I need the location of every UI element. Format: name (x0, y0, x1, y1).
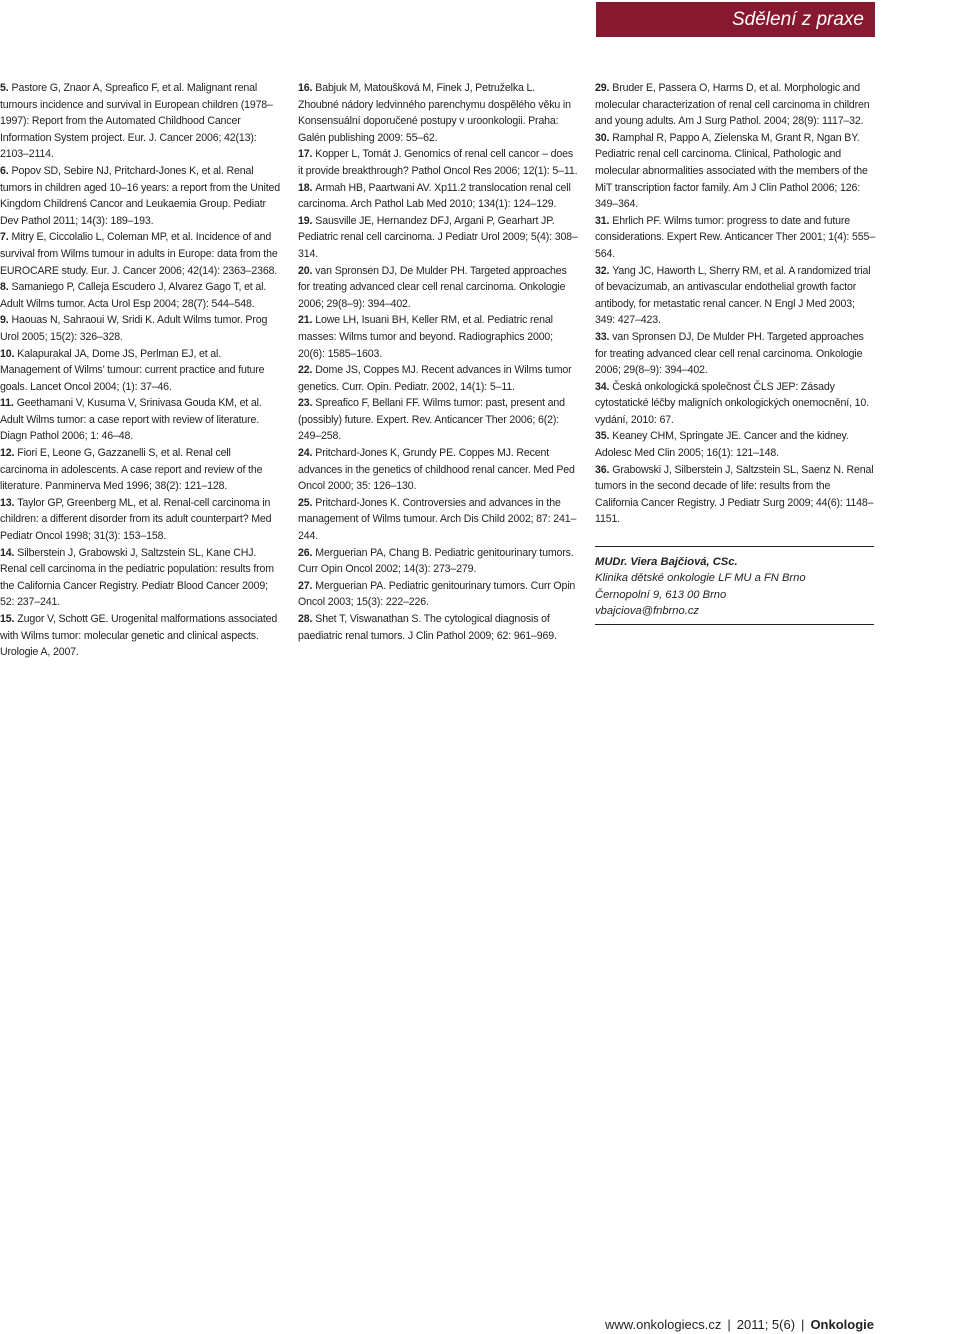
reference-text: Spreafico F, Bellani FF. Wilms tumor: past, present and (possibly) future. Expert. Rev. Anticancer Ther 2006; 6(2): 249–258. (298, 397, 565, 443)
reference-item (298, 362, 578, 395)
reference-text: Haouas N, Sahraoui W, Sridi K. Adult Wilms tumor. Prog Urol 2005; 15(2): 326–328. (0, 314, 268, 343)
reference-text: Armah HB, Paartwani AV. Xp11.2 translocation renal cell carcinoma. Arch Pathol Lab Med 2010; 134(1): 124–129. (298, 181, 571, 211)
reference-item (298, 445, 578, 495)
reference-item (0, 611, 280, 661)
reference-item (595, 428, 875, 461)
reference-text: Shet T, Viswanathan S. The cytological diagnosis of paediatric renal tumors. J Clin Pathol 2009; 62: 961–969. (298, 613, 557, 642)
reference-number: 24. (298, 447, 313, 460)
reference-item (595, 130, 875, 213)
author-email[interactable]: vbajciova@fnbrno.cz (595, 605, 700, 618)
reference-text: Zugor V, Schott GE. Urogenital malformations associated with Wilms tumor: molecular genetic and clinical aspects. Urologie A, 2007. (0, 613, 278, 659)
reference-item (298, 146, 578, 179)
reference-text: Sausville JE, Hernandez DFJ, Argani P, Gearhart JP. Pediatric renal cell carcinoma. J Pediatr Urol 2009; 5(4): 308–314. (298, 214, 578, 260)
reference-number: 15. (0, 613, 15, 625)
reference-number: 5. (0, 82, 9, 94)
reference-text: Kalapurakal JA, Dome JS, Perlman EJ, et al. Management of Wilms’ tumour: current practice and future goals. Lancet Oncol 2004; (1): 37–46. (0, 347, 265, 393)
reference-item (595, 329, 875, 379)
reference-number: 31. (595, 214, 610, 227)
reference-text: Lowe LH, Isuani BH, Keller RM, et al. Pediatric renal masses: Wilms tumor and beyond. Radiographics 2000; 20(6): 1585–1603. (298, 314, 553, 360)
reference-item (0, 279, 280, 312)
reference-number: 25. (298, 496, 313, 509)
reference-item (298, 545, 578, 578)
reference-number: 19. (298, 214, 313, 227)
footer-separator: | (801, 1317, 805, 1332)
reference-text: Pritchard-Jones K. Controversies and advances in the management of Wilms tumour. Arch Dis Child 2002; 87: 241–244. (298, 496, 577, 543)
reference-number: 20. (298, 264, 313, 277)
reference-number: 33. (595, 330, 610, 343)
reference-text: Pritchard-Jones K, Grundy PE. Coppes MJ. Recent advances in the genetics of childhood renal cancer. Med Ped Oncol 2000; 35: 126–130. (298, 447, 575, 493)
reference-item (0, 312, 280, 345)
reference-number: 26. (298, 546, 313, 559)
reference-text: Geethamani V, Kusuma V, Srinivasa Gouda KM, et al. Adult Wilms tumor: a case report with review of literature. Diagn Pathol 2006; 1: 46–48. (0, 397, 262, 443)
reference-number: 30. (595, 131, 610, 144)
reference-text: van Spronsen DJ, De Mulder PH. Targeted approaches for treating advanced clear cell renal carcinoma. Onkologie 2006; 29(8–9): 394–402. (298, 264, 567, 310)
reference-number: 28. (298, 613, 313, 625)
reference-number: 16. (298, 82, 313, 94)
reference-text: Silberstein J, Grabowski J, Saltzstein SL, Kane CHJ. Renal cell carcinoma in the pediatric population: results from the California Cancer Registry. Pediatr Blood Cancer 2009; 52: 237–241. (0, 546, 274, 609)
reference-text: Yang JC, Haworth L, Sherry RM, et al. A randomized trial of bevacizumab, an antivascular endothelial growth factor antibody, for metastatic renal cancer. N Engl J Med 2003; 349: 427–423. (595, 264, 871, 327)
section-header (596, 2, 875, 37)
reference-column-1 (0, 80, 280, 661)
reference-number: 36. (595, 463, 610, 476)
reference-text: Merguerian PA. Pediatric genitourinary tumors. Curr Opin Oncol 2003; 15(3): 222–226. (298, 579, 576, 609)
reference-item (595, 213, 875, 263)
reference-text: Pastore G, Znaor A, Spreafico F, et al. Malignant renal tumours incidence and survival in European children (1978–1997): Report from the Automated Childhood Cancer Information System project. Eur. J. Cancer 2006; 42(13): 2103–2114. (0, 82, 273, 161)
footer-separator: | (727, 1317, 731, 1332)
reference-text: Česká onkologická společnost ČLS JEP: Zásady cytostatické léčby maligních onkologických onemocnění, 10. vydání, 2010: 67. (595, 380, 869, 426)
reference-item (0, 163, 280, 229)
reference-item (298, 611, 578, 644)
footer-issue: 2011; 5(6) (736, 1317, 796, 1332)
reference-number: 29. (595, 82, 610, 94)
reference-item (298, 213, 578, 263)
reference-number: 6. (0, 164, 9, 177)
reference-item (0, 495, 280, 545)
footer-website[interactable]: www.onkologiecs.cz (605, 1317, 722, 1332)
reference-text: Samaniego P, Calleja Escudero J, Alvarez Gago T, et al. Adult Wilms tumor. Acta Urol Esp 2004; 28(7): 544–548. (0, 281, 267, 310)
reference-text: Ehrlich PF. Wilms tumor: progress to date and future considerations. Expert Rew. Anticancer Ther 2001; 1(4): 555–564. (595, 214, 875, 260)
reference-column-3 (595, 80, 875, 528)
reference-item (0, 346, 280, 396)
reference-number: 23. (298, 397, 313, 410)
reference-number: 17. (298, 148, 313, 161)
reference-number: 12. (0, 447, 15, 460)
reference-number: 7. (0, 231, 9, 244)
reference-number: 32. (595, 264, 610, 277)
reference-number: 34. (595, 380, 610, 393)
reference-item (0, 229, 280, 279)
reference-text: Babjuk M, Matoušková M, Finek J, Petruželka L. Zhoubné nádory ledvinného parenchymu dospělého věku in Konsensuální doporučené postupy v uroonkologii. Praha: Galén publishing 2009: 55–62. (298, 82, 571, 144)
reference-number: 22. (298, 364, 313, 377)
reference-item (298, 495, 578, 545)
reference-item (595, 462, 875, 528)
page-footer (605, 1317, 874, 1333)
reference-item (0, 80, 280, 163)
reference-text: van Spronsen DJ, De Mulder PH. Targeted approaches for treating advanced clear cell renal carcinoma. Onkologie 2006; 29(8–9): 394–402. (595, 330, 864, 377)
reference-item (298, 80, 578, 146)
reference-text: Mitry E, Ciccolalio L, Coleman MP, et al. Incidence of and survival from Wilms tumour in adults in Europe: data from the EUROCARE study. Eur. J. Cancer 2006; 42(14): 2363–2368. (0, 231, 278, 277)
reference-item (595, 263, 875, 329)
reference-item (595, 80, 875, 130)
reference-number: 9. (0, 314, 9, 327)
author-contact (595, 546, 874, 625)
reference-item (298, 395, 578, 445)
reference-number: 35. (595, 430, 610, 443)
reference-text: Dome JS, Coppes MJ. Recent advances in Wilms tumor genetics. Curr. Opin. Pediatr. 2002, 14(1): 5–11. (298, 364, 572, 393)
author-address: Černopolní 9, 613 00 Brno (595, 588, 727, 601)
reference-item (0, 445, 280, 495)
reference-item (298, 263, 578, 313)
reference-item (0, 395, 280, 445)
footer-journal: Onkologie (810, 1317, 874, 1332)
reference-number: 18. (298, 181, 313, 194)
author-name: MUDr. Viera Bajčiová, CSc. (595, 556, 738, 568)
reference-text: Ramphal R, Pappo A, Zielenska M, Grant R, Ngan BY. Pediatric renal cell carcinoma. Clinical, Pathologic and molecular abnormalities associated with the members of the MiT transcription factor family. Am J Clin Pathol 2006; 126: 349–364. (595, 131, 868, 211)
reference-item (298, 180, 578, 213)
reference-item (298, 578, 578, 611)
author-institution: Klinika dětské onkologie LF MU a FN Brno (595, 572, 806, 585)
reference-text: Merguerian PA, Chang B. Pediatric genitourinary tumors. Curr Opin Oncol 2002; 14(3): 273–279. (298, 546, 574, 576)
reference-item (298, 312, 578, 362)
reference-number: 8. (0, 281, 9, 294)
reference-text: Keaney CHM, Springate JE. Cancer and the kidney. Adolesc Med Clin 2005; 16(1): 121–148. (595, 430, 849, 460)
reference-text: Taylor GP, Greenberg ML, et al. Renal-cell carcinoma in children: a different disorder from its adult counterpart? Med Pediatr Oncol 1998; 31(3): 153–158. (0, 496, 272, 543)
reference-item (595, 379, 875, 429)
reference-text: Grabowski J, Silberstein J, Saltzstein SL, Saenz N. Renal tumors in the second decade of life: results from the California Cancer Registry. J Pediatr Surg 2009; 44(6): 1148–1151. (595, 463, 874, 526)
reference-number: 27. (298, 579, 313, 592)
reference-text: Popov SD, Sebire NJ, Pritchard-Jones K, et al. Renal tumors in children aged 10–16 years: a report from the United Kingdom Childrenś Cancor and Leukaemia Group. Pediatr Dev Pathol 2011; 14(3): 189–193. (0, 164, 280, 227)
reference-text: Fiori E, Leone G, Gazzanelli S, et al. Renal cell carcinoma in adolescents. A case report and review of the literature. Panminerva Med 1996; 38(2): 121–128. (0, 447, 263, 493)
reference-number: 11. (0, 397, 14, 410)
reference-number: 13. (0, 496, 15, 509)
reference-number: 14. (0, 546, 15, 559)
reference-item (0, 545, 280, 611)
reference-text: Bruder E, Passera O, Harms D, et al. Morphologic and molecular characterization of renal cell carcinoma in children and young adults. Am J Surg Pathol. 2004; 28(9): 1117–32. (595, 82, 870, 128)
reference-column-2 (298, 80, 578, 644)
reference-number: 21. (298, 314, 313, 327)
section-title: Sdělení z praxe (731, 9, 864, 30)
reference-text: Kopper L, Tomát J. Genomics of renal cell cancor – does it provide breakthrough? Pathol Oncol Res 2006; 12(1): 5–11. (298, 148, 578, 177)
reference-number: 10. (0, 347, 15, 360)
